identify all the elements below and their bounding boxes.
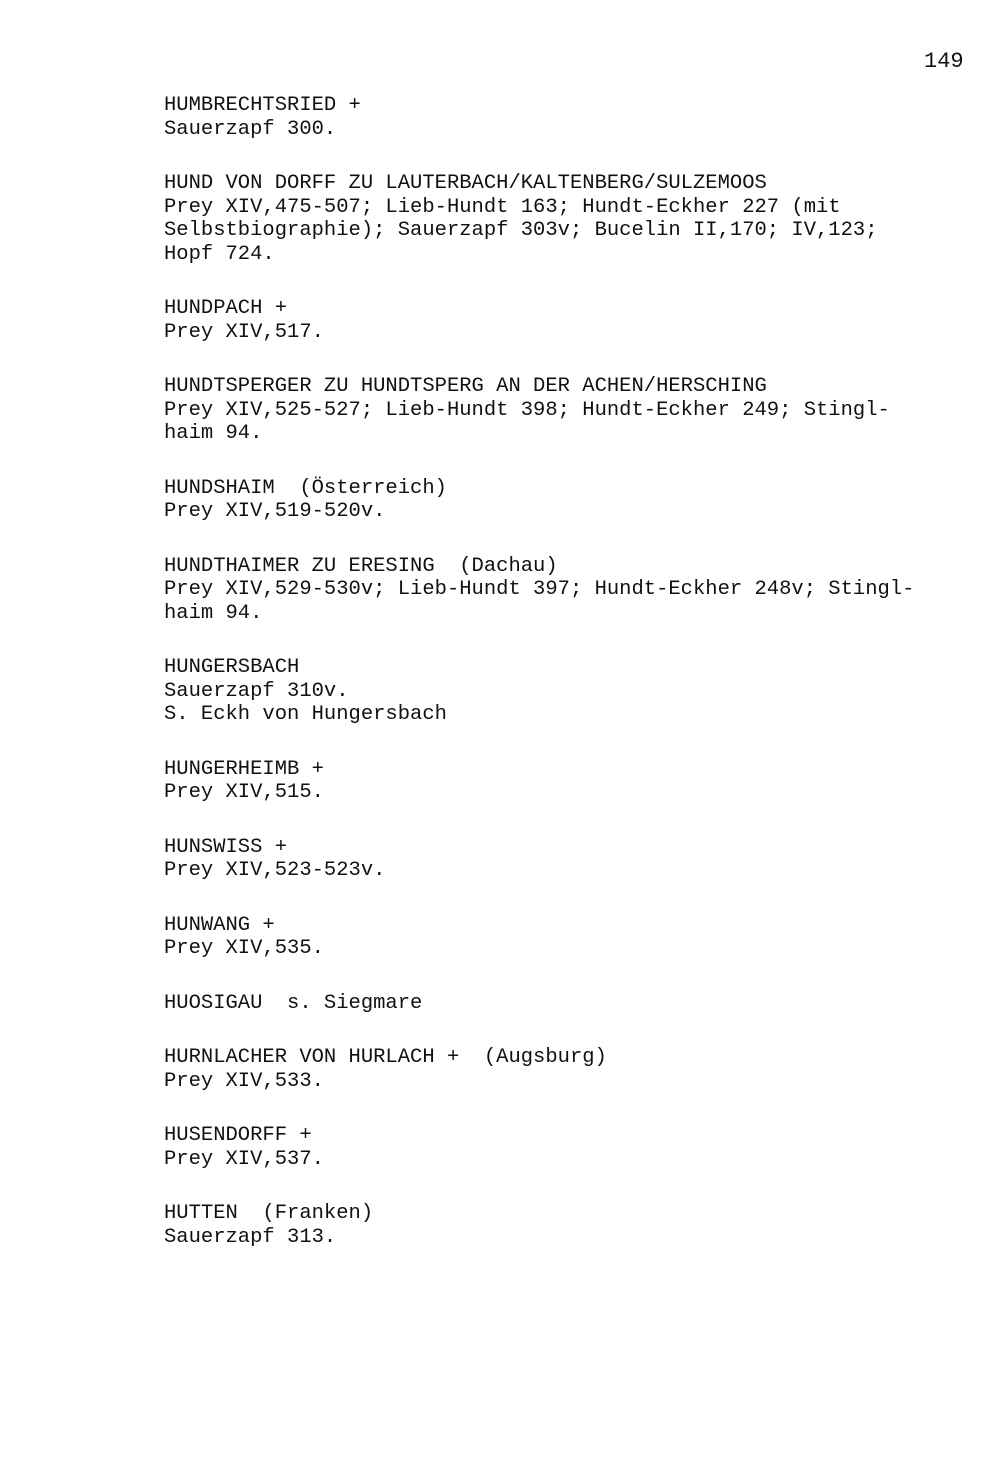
entry-reference: Selbstbiographie); Sauerzapf 303v; Bucelin II,170; IV,123; bbox=[164, 219, 878, 242]
entry-heading: HUNDTSPERGER ZU HUNDTSPERG AN DER ACHEN/HERSCHING bbox=[164, 375, 767, 398]
entry-reference: Prey XIV,517. bbox=[164, 320, 324, 344]
entry-reference: Prey XIV,535. bbox=[164, 937, 324, 960]
page-number: 149 bbox=[924, 49, 964, 74]
entry-reference: Sauerzapf 300. bbox=[164, 117, 337, 141]
entry-reference: Prey XIV,537. bbox=[164, 1147, 324, 1171]
entry-heading: HUNGERSBACH bbox=[164, 656, 300, 679]
entry-reference: haim 94. bbox=[164, 601, 263, 625]
entry-reference: Prey XIV,525-527; Lieb-Hundt 398; Hundt-Eckher 249; Stingl- bbox=[164, 398, 890, 422]
entry-reference: Prey XIV,523-523v. bbox=[164, 859, 386, 882]
entry-reference: Prey XIV,533. bbox=[164, 1069, 324, 1093]
entry-reference: Prey XIV,519-520v. bbox=[164, 500, 386, 523]
entry-reference: Sauerzapf 313. bbox=[164, 1225, 337, 1249]
entry-hundshaim bbox=[164, 477, 994, 524]
entry-heading: HUNDTHAIMER ZU ERESING (Dachau) bbox=[164, 554, 558, 578]
entry-hungersbach bbox=[164, 656, 994, 727]
entry-hund-von-dorff bbox=[164, 172, 994, 266]
entry-hundtsperger bbox=[164, 375, 994, 446]
entry-reference: Sauerzapf 310v. bbox=[164, 679, 349, 703]
entry-hutten bbox=[164, 1202, 994, 1249]
entry-heading: HUNWANG + bbox=[164, 913, 275, 937]
entry-heading: HUSENDORFF + bbox=[164, 1124, 312, 1147]
entry-reference: haim 94. bbox=[164, 422, 263, 445]
entry-husendorff bbox=[164, 1124, 994, 1171]
entry-hundthaimer bbox=[164, 555, 994, 626]
entry-hundpach bbox=[164, 297, 994, 344]
entry-heading: HUNDSHAIM (Österreich) bbox=[164, 476, 447, 500]
entry-heading: HUND VON DORFF ZU LAUTERBACH/KALTENBERG/SULZEMOOS bbox=[164, 172, 767, 195]
entry-heading: HUNSWISS + bbox=[164, 835, 288, 859]
entry-hunswiss bbox=[164, 836, 994, 883]
entry-heading: HUTTEN (Franken) bbox=[164, 1202, 374, 1225]
entry-heading: HUOSIGAU s. Siegmare bbox=[164, 991, 423, 1015]
entry-cross-reference: S. Eckh von Hungersbach bbox=[164, 703, 447, 726]
entry-heading: HUNGERHEIMB + bbox=[164, 757, 324, 781]
entry-hungerheimb bbox=[164, 758, 994, 805]
entry-reference: Hopf 724. bbox=[164, 242, 275, 266]
register-entries bbox=[164, 94, 994, 1249]
entry-humbrechtsried bbox=[164, 94, 994, 141]
entry-reference: Prey XIV,515. bbox=[164, 781, 324, 804]
entry-heading: HUMBRECHTSRIED + bbox=[164, 94, 361, 117]
entry-hurnlacher bbox=[164, 1046, 994, 1093]
entry-reference: Prey XIV,529-530v; Lieb-Hundt 397; Hundt-Eckher 248v; Stingl- bbox=[164, 578, 915, 601]
entry-heading: HUNDPACH + bbox=[164, 297, 288, 320]
entry-huosigau bbox=[164, 992, 994, 1016]
entry-hunwang bbox=[164, 914, 994, 961]
entry-heading: HURNLACHER VON HURLACH + (Augsburg) bbox=[164, 1046, 607, 1069]
entry-reference: Prey XIV,475-507; Lieb-Hundt 163; Hundt-Eckher 227 (mit bbox=[164, 195, 841, 219]
